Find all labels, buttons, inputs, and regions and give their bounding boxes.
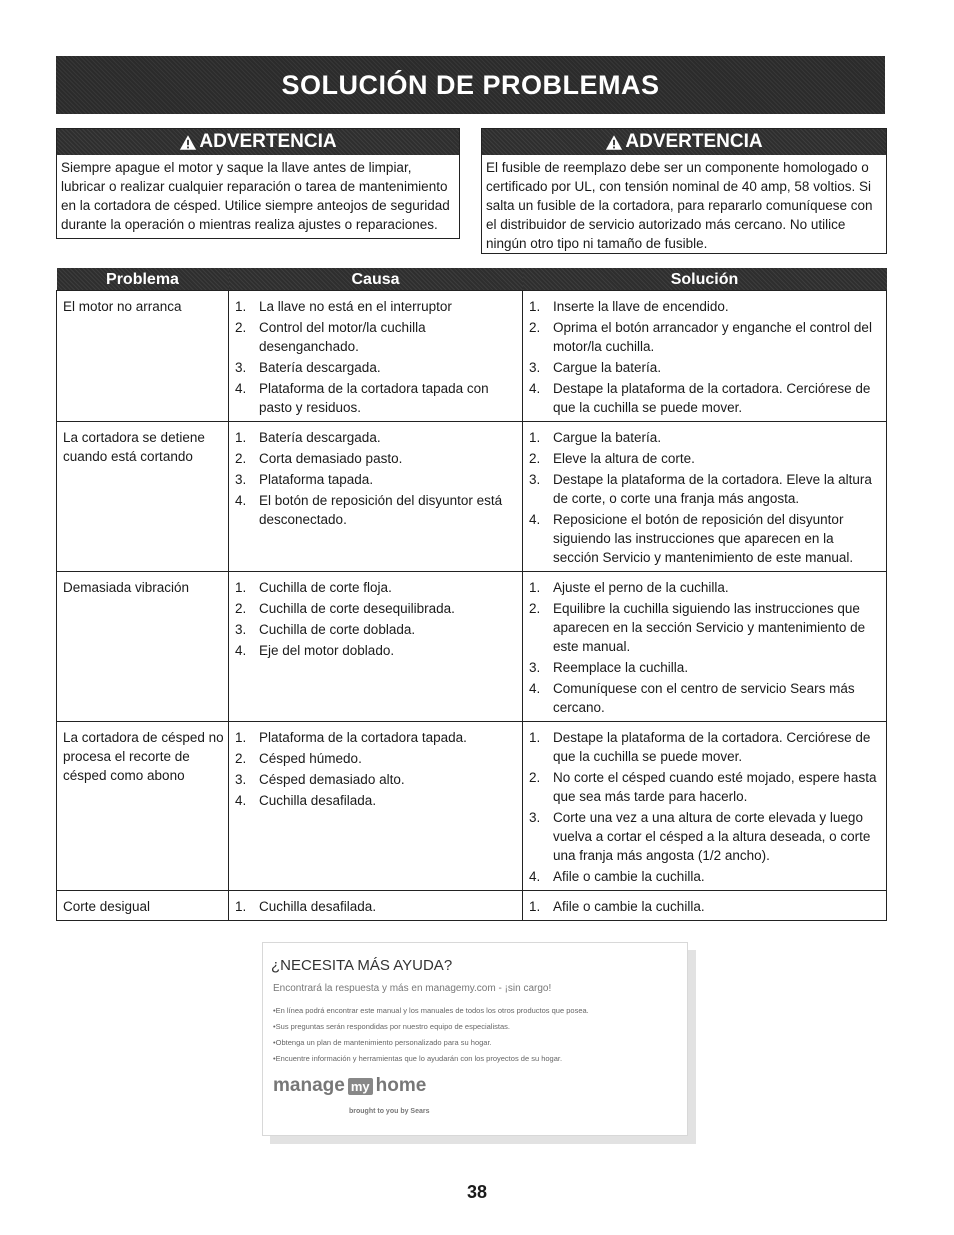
list-item — [235, 897, 518, 916]
item-number: 3. — [529, 472, 541, 487]
item-text: Afile o cambie la cuchilla. — [553, 899, 705, 914]
item-text: Batería descargada. — [259, 430, 381, 445]
page-number: 38 — [466, 1182, 488, 1202]
item-number: 2. — [529, 320, 541, 335]
warning-triangle-icon — [179, 134, 197, 151]
table-row — [57, 722, 887, 891]
item-text: Destape la plataforma de la cortadora. Cerciórese de que la cuchilla se puede mover. — [553, 381, 871, 415]
table-row — [57, 891, 887, 921]
item-number: 2. — [235, 320, 247, 335]
list-item — [235, 791, 518, 810]
item-text: Cuchilla de corte doblada. — [259, 622, 416, 637]
list-item — [529, 658, 882, 677]
list-item: • Sus preguntas serán respondidas por nuestro equipo de especialistas. — [273, 1019, 589, 1035]
item-number: 3. — [529, 810, 541, 825]
item-number: 2. — [235, 451, 247, 466]
list-item — [235, 770, 518, 789]
logo-home-text: home — [375, 1075, 427, 1096]
list-item — [529, 510, 882, 567]
item-text: Cuchilla desafilada. — [259, 899, 377, 914]
item-text: Eleve la altura de corte. — [553, 451, 695, 466]
solution-list — [529, 728, 882, 886]
item-text: Cuchilla desafilada. — [259, 793, 377, 808]
managemyhome-logo — [273, 1075, 426, 1097]
table-row — [57, 572, 887, 722]
table-row — [57, 291, 887, 422]
cause-cell — [229, 891, 523, 921]
item-number: 4. — [235, 381, 247, 396]
list-item — [529, 897, 882, 916]
cause-list — [235, 578, 518, 660]
item-number: 4. — [529, 681, 541, 696]
item-number: 2. — [529, 770, 541, 785]
help-title: ¿NECESITA MÁS AYUDA? — [271, 957, 453, 974]
item-number: 3. — [235, 772, 247, 787]
item-text: Plataforma tapada. — [259, 472, 374, 487]
cause-list — [235, 297, 518, 417]
warning-box-left — [56, 128, 460, 239]
list-item — [235, 578, 518, 597]
warning-triangle-icon — [605, 134, 623, 151]
item-text: Oprima el botón arrancador y enganche el control del motor/la cuchilla. — [553, 320, 872, 354]
list-item: • En línea podrá encontrar este manual y los manuales de todos los otros productos que posea. — [273, 1003, 589, 1019]
column-header-solution: Solución — [523, 268, 887, 291]
item-text: Destape la plataforma de la cortadora. Cerciórese de que la cuchilla se puede mover. — [553, 730, 871, 764]
warning-header — [57, 129, 459, 155]
problem-cell: Demasiada vibración — [57, 572, 229, 722]
item-text: Batería descargada. — [259, 360, 381, 375]
item-number: 1. — [529, 580, 541, 595]
item-number: 1. — [235, 580, 247, 595]
solution-cell — [523, 422, 887, 572]
item-number: 1. — [529, 430, 541, 445]
item-text: Ajuste el perno de la cuchilla. — [553, 580, 729, 595]
item-text: Césped húmedo. — [259, 751, 362, 766]
list-item — [235, 491, 518, 529]
cause-cell — [229, 422, 523, 572]
item-text: Reemplace la cuchilla. — [553, 660, 689, 675]
page-title-banner — [56, 56, 885, 114]
item-number: 1. — [529, 299, 541, 314]
item-text: Cargue la batería. — [553, 430, 662, 445]
warning-heading: ADVERTENCIA — [625, 131, 763, 152]
table-row — [57, 422, 887, 572]
item-text: No corte el césped cuando esté mojado, espere hasta que sea más tarde para hacerlo. — [553, 770, 877, 804]
item-text: Afile o cambie la cuchilla. — [553, 869, 705, 884]
cause-list — [235, 728, 518, 810]
list-item — [529, 428, 882, 447]
list-item — [235, 318, 518, 356]
list-item — [529, 578, 882, 597]
item-text: Cuchilla de corte floja. — [259, 580, 392, 595]
page-title: SOLUCIÓN DE PROBLEMAS — [281, 69, 660, 100]
item-text: Plataforma de la cortadora tapada. — [259, 730, 467, 745]
help-subtitle: Encontrará la respuesta y más en managemy.com - ¡sin cargo! — [273, 983, 552, 994]
item-number: 3. — [235, 622, 247, 637]
item-text: Comuníquese con el centro de servicio Sears más cercano. — [553, 681, 855, 715]
item-number: 1. — [235, 730, 247, 745]
solution-list — [529, 578, 882, 717]
problem-cell: La cortadora de césped no procesa el recorte de césped como abono — [57, 722, 229, 891]
list-item — [529, 449, 882, 468]
item-number: 4. — [529, 512, 541, 527]
item-text: Equilibre la cuchilla siguiendo las instrucciones que aparecen en la sección Servicio y mantenimiento de este manual. — [553, 601, 866, 654]
column-header-problem: Problema — [57, 268, 229, 291]
solution-cell — [523, 291, 887, 422]
item-number: 4. — [529, 869, 541, 884]
cause-list — [235, 897, 518, 916]
item-number: 4. — [235, 643, 247, 658]
item-text: Corte una vez a una altura de corte elevada y luego vuelva a cortar el césped a la altura deseada, o corte una franja más angosta (1/2 ancho). — [553, 810, 871, 863]
item-number: 2. — [235, 751, 247, 766]
warning-header — [482, 129, 886, 155]
help-box — [262, 942, 688, 1136]
item-number: 1. — [529, 899, 541, 914]
list-item — [529, 318, 882, 356]
item-text: Eje del motor doblado. — [259, 643, 395, 658]
solution-list — [529, 428, 882, 567]
item-text: Destape la plataforma de la cortadora. Eleve la altura de corte, o corte una franja más angosta. — [553, 472, 872, 506]
item-number: 2. — [235, 601, 247, 616]
cause-cell — [229, 291, 523, 422]
item-number: 3. — [235, 472, 247, 487]
list-item — [235, 428, 518, 447]
list-item — [529, 297, 882, 316]
item-number: 4. — [235, 793, 247, 808]
solution-cell — [523, 891, 887, 921]
item-text: Cargue la batería. — [553, 360, 662, 375]
column-header-cause: Causa — [229, 268, 523, 291]
list-item — [235, 358, 518, 377]
list-item — [235, 749, 518, 768]
list-item — [529, 808, 882, 865]
warning-heading: ADVERTENCIA — [199, 131, 337, 152]
list-item — [529, 470, 882, 508]
warning-text: El fusible de reemplazo debe ser un componente homologado o certificado por UL, con tensión nominal de 40 amp, 58 voltios. Si salta un fusible de la cortadora, para repararlo comuníquese con el distribuidor de servicio autorizado más cercano. No utilice ningún otro tipo ni tamaño de fusible. — [486, 160, 873, 251]
solution-list — [529, 897, 882, 916]
item-number: 4. — [235, 493, 247, 508]
logo-my-badge: my — [348, 1078, 373, 1095]
item-text: Plataforma de la cortadora tapada con pasto y residuos. — [259, 381, 489, 415]
list-item — [529, 358, 882, 377]
list-item — [235, 379, 518, 417]
item-number: 3. — [529, 660, 541, 675]
list-item — [529, 768, 882, 806]
solution-cell — [523, 572, 887, 722]
solution-list — [529, 297, 882, 417]
solution-cell — [523, 722, 887, 891]
warning-text: Siempre apague el motor y saque la llave antes de limpiar, lubricar o realizar cualquier reparación o tarea de mantenimiento en la cortadora de césped. Utilice siempre anteojos de seguridad durante la operación o mientras realiza ajustes o reparaciones. — [61, 160, 450, 232]
item-text: Reposicione el botón de reposición del disyuntor siguiendo las instrucciones que aparecen en la sección Servicio y mantenimiento de este manual. — [553, 512, 854, 565]
list-item — [235, 470, 518, 489]
list-item — [235, 620, 518, 639]
list-item — [529, 728, 882, 766]
item-number: 2. — [529, 451, 541, 466]
item-number: 1. — [235, 299, 247, 314]
item-text: Corta demasiado pasto. — [259, 451, 403, 466]
item-text: Césped demasiado alto. — [259, 772, 405, 787]
list-item — [529, 599, 882, 656]
item-number: 1. — [235, 899, 247, 914]
cause-cell — [229, 572, 523, 722]
list-item — [235, 449, 518, 468]
cause-cell — [229, 722, 523, 891]
list-item — [529, 867, 882, 886]
item-text: El botón de reposición del disyuntor está desconectado. — [259, 493, 503, 527]
list-item — [529, 379, 882, 417]
list-item — [235, 297, 518, 316]
problem-cell: El motor no arranca — [57, 291, 229, 422]
item-number: 1. — [235, 430, 247, 445]
help-bullet-list — [273, 1003, 589, 1067]
list-item — [235, 599, 518, 618]
brought-by-text: brought to you by Sears — [349, 1108, 430, 1115]
problem-cell: Corte desigual — [57, 891, 229, 921]
item-number: 3. — [529, 360, 541, 375]
item-text: Cuchilla de corte desequilibrada. — [259, 601, 455, 616]
item-number: 3. — [235, 360, 247, 375]
problem-cell: La cortadora se detiene cuando está cortando — [57, 422, 229, 572]
item-text: Control del motor/la cuchilla desenganchado. — [259, 320, 426, 354]
logo-manage-text: manage — [273, 1075, 345, 1096]
list-item — [235, 641, 518, 660]
list-item — [529, 679, 882, 717]
list-item: • Encuentre información y herramientas que lo ayudarán con los proyectos de su hogar. — [273, 1051, 589, 1067]
list-item: • Obtenga un plan de mantenimiento personalizado para su hogar. — [273, 1035, 589, 1051]
troubleshooting-table — [56, 268, 887, 921]
item-number: 2. — [529, 601, 541, 616]
warning-box-right — [481, 128, 887, 254]
item-text: La llave no está en el interruptor — [259, 299, 452, 314]
item-number: 4. — [529, 381, 541, 396]
item-text: Inserte la llave de encendido. — [553, 299, 729, 314]
list-item — [235, 728, 518, 747]
item-number: 1. — [529, 730, 541, 745]
cause-list — [235, 428, 518, 529]
table-header-row — [57, 268, 887, 291]
